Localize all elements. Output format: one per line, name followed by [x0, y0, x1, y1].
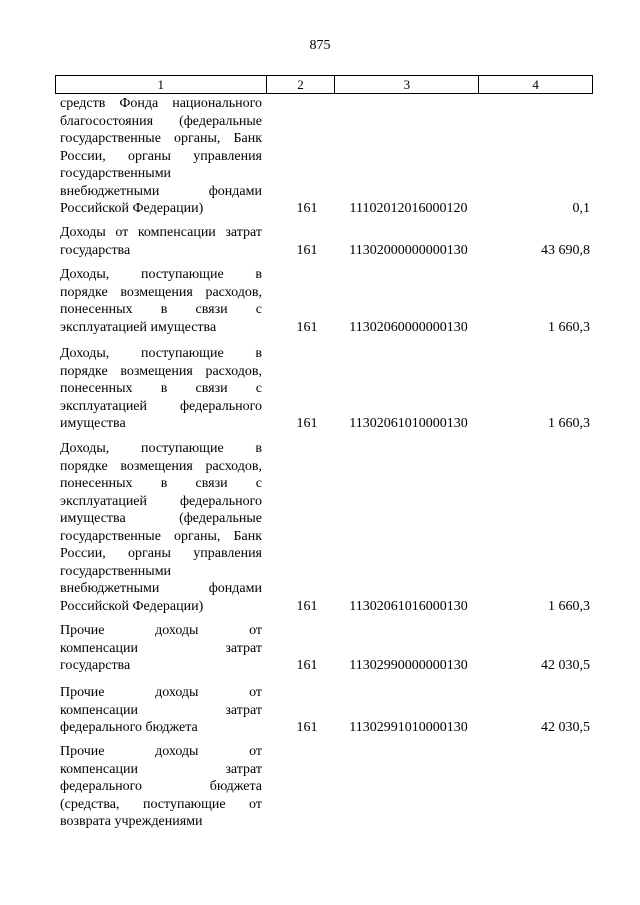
row-description: [60, 743, 262, 831]
description-line: государственные органы, Банк: [60, 131, 262, 146]
row-amount: 1 660,3: [548, 416, 590, 431]
row-description: [60, 95, 262, 218]
row-amount: 1 660,3: [548, 319, 590, 335]
table-row: [60, 95, 590, 218]
description-line: Российской Федерации): [60, 201, 204, 216]
row-amount: 42 030,5: [541, 720, 590, 735]
description-line: (средства, поступающие от: [60, 796, 262, 812]
row-description: [60, 224, 262, 259]
description-line: эксплуатацией федерального: [60, 398, 262, 414]
row-kbk: 11102012016000120: [349, 201, 468, 216]
row-amount: 42 030,5: [541, 658, 590, 673]
description-line: Прочие доходы от: [60, 744, 262, 759]
description-line: компенсации затрат: [60, 702, 262, 718]
description-line: государства: [60, 242, 131, 258]
description-line: эксплуатацией федерального: [60, 493, 262, 509]
row-code: 161: [296, 416, 318, 431]
description-line: государства: [60, 658, 131, 673]
row-kbk: 11302990000000130: [349, 658, 468, 673]
row-code: 161: [296, 598, 318, 614]
row-description: [60, 345, 262, 433]
row-kbk: 11302061010000130: [349, 416, 468, 431]
description-line: государственными: [60, 166, 172, 181]
description-line: Прочие доходы от: [60, 685, 262, 700]
table-header: [55, 75, 593, 94]
description-line: порядке возмещения расходов,: [60, 458, 262, 474]
row-kbk: 11302000000000130: [349, 242, 468, 258]
row-amount: 0,1: [572, 201, 590, 216]
description-line: компенсации затрат: [60, 761, 262, 777]
row-kbk: 11302060000000130: [349, 319, 468, 335]
row-description: [60, 622, 262, 675]
description-line: внебюджетными фондами: [60, 183, 262, 199]
row-description: [60, 440, 262, 615]
description-line: порядке возмещения расходов,: [60, 284, 262, 300]
row-kbk: 11302061016000130: [349, 598, 468, 614]
description-line: Доходы, поступающие в: [60, 346, 262, 361]
description-line: внебюджетными фондами: [60, 581, 262, 596]
description-line: понесенных в связи с: [60, 476, 262, 491]
page-number: 875: [309, 38, 331, 53]
description-line: имущества (федеральные: [60, 511, 262, 526]
row-amount: 1 660,3: [548, 598, 590, 614]
header-col-4: 4: [532, 77, 539, 92]
description-line: России, органы управления: [60, 148, 262, 164]
description-line: государственными: [60, 563, 172, 579]
description-line: эксплуатацией имущества: [60, 319, 217, 335]
table-row: [60, 743, 590, 831]
description-line: Российской Федерации): [60, 598, 204, 614]
description-line: понесенных в связи с: [60, 381, 262, 396]
description-line: государственные органы, Банк: [60, 528, 262, 544]
header-col-2: 2: [267, 76, 336, 93]
description-line: порядке возмещения расходов,: [60, 363, 262, 379]
row-description: [60, 266, 262, 336]
description-line: федерального бюджета: [60, 779, 262, 794]
description-line: имущества: [60, 416, 126, 431]
description-line: Доходы, поступающие в: [60, 267, 262, 282]
row-description: [60, 684, 262, 737]
description-line: компенсации затрат: [60, 640, 262, 656]
table-row: [60, 684, 590, 737]
description-line: средств Фонда национального: [60, 96, 262, 111]
table-row: [60, 266, 590, 336]
row-code: 161: [296, 242, 318, 258]
row-amount: 43 690,8: [541, 242, 590, 258]
description-line: благосостояния (федеральные: [60, 113, 262, 129]
row-code: 161: [296, 720, 318, 735]
row-code: 161: [296, 658, 318, 673]
table-row: [60, 345, 590, 433]
table-row: [60, 440, 590, 615]
row-code: 161: [296, 201, 318, 216]
description-line: Доходы от компенсации затрат: [60, 225, 262, 240]
header-col-1: 1: [56, 76, 267, 93]
header-col-3: 3: [335, 76, 479, 93]
table-row: [60, 622, 590, 675]
description-line: федерального бюджета: [60, 720, 198, 735]
description-line: понесенных в связи с: [60, 302, 262, 317]
description-line: Доходы, поступающие в: [60, 441, 262, 456]
row-kbk: 11302991010000130: [349, 720, 468, 735]
description-line: Прочие доходы от: [60, 623, 262, 638]
row-code: 161: [296, 319, 318, 335]
table-row: [60, 224, 590, 259]
description-line: России, органы управления: [60, 546, 262, 561]
description-line: возврата учреждениями: [60, 814, 203, 829]
